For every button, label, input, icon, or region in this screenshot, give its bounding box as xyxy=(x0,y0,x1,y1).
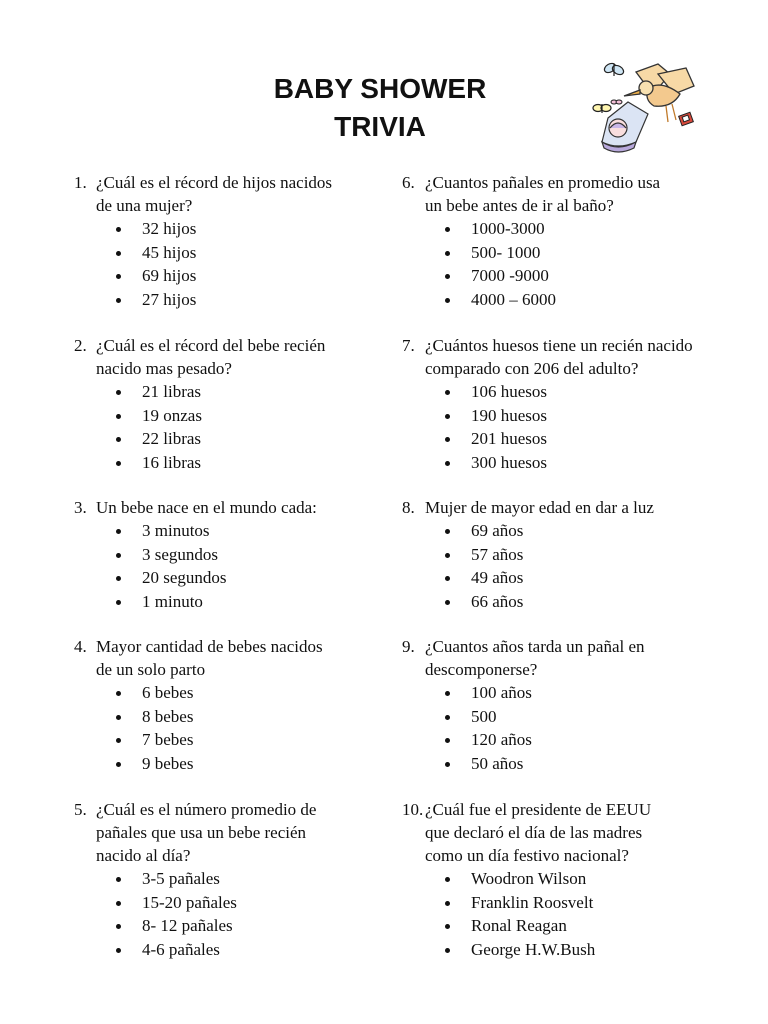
answer-option: 500- 1000 xyxy=(441,241,722,265)
question-3 xyxy=(74,496,394,614)
question-header xyxy=(74,334,394,380)
answer-option: 16 libras xyxy=(112,451,394,475)
question-header xyxy=(402,635,722,681)
answer-option: 7 bebes xyxy=(112,728,394,752)
question-5 xyxy=(74,798,394,962)
question-number: 9. xyxy=(402,637,415,656)
answer-option: 3-5 pañales xyxy=(112,867,394,891)
question-header xyxy=(402,798,722,867)
answer-option: 1 minuto xyxy=(112,590,394,614)
answer-option: Franklin Roosvelt xyxy=(441,891,722,915)
question-header xyxy=(74,798,394,867)
answer-option: 66 años xyxy=(441,590,722,614)
question-9 xyxy=(402,635,722,776)
answer-option: 6 bebes xyxy=(112,681,394,705)
answer-option: 100 años xyxy=(441,681,722,705)
answer-option: 3 segundos xyxy=(112,543,394,567)
answer-option: 8 bebes xyxy=(112,705,394,729)
question-number: 10. xyxy=(402,800,424,819)
answer-option: 20 segundos xyxy=(112,566,394,590)
question-8 xyxy=(402,496,722,614)
answer-option: 3 minutos xyxy=(112,519,394,543)
question-number: 4. xyxy=(74,637,87,656)
question-number: 6. xyxy=(402,173,415,192)
answer-options xyxy=(112,380,394,475)
answer-option: 190 huesos xyxy=(441,404,722,428)
question-text: Un bebe nace en el mundo cada: xyxy=(96,498,317,517)
answer-option: 69 años xyxy=(441,519,722,543)
question-number: 3. xyxy=(74,498,87,517)
answer-options xyxy=(441,681,722,776)
question-header xyxy=(74,496,394,519)
answer-option: 106 huesos xyxy=(441,380,722,404)
answer-options xyxy=(112,867,394,962)
baby-clipart-icon xyxy=(588,58,710,154)
question-text: ¿Cuantos pañales en promedio usa un bebe antes de ir al baño? xyxy=(425,173,661,215)
question-text: ¿Cuántos huesos tiene un recién nacido comparado con 206 del adulto? xyxy=(425,336,693,378)
title-line-2: TRIVIA xyxy=(334,111,426,142)
answer-option: 50 años xyxy=(441,752,722,776)
answer-option: 1000-3000 xyxy=(441,217,722,241)
answer-option: 21 libras xyxy=(112,380,394,404)
question-4 xyxy=(74,635,394,776)
question-10 xyxy=(402,798,722,962)
answer-option: 69 hijos xyxy=(112,264,394,288)
answer-option: 19 onzas xyxy=(112,404,394,428)
question-number: 7. xyxy=(402,336,415,355)
question-7 xyxy=(402,334,722,475)
question-header xyxy=(402,171,722,217)
question-text: ¿Cuantos años tarda un pañal en descomponerse? xyxy=(425,637,645,679)
answer-option: 7000 -9000 xyxy=(441,264,722,288)
answer-option: 45 hijos xyxy=(112,241,394,265)
question-header xyxy=(74,171,394,217)
answer-option: 201 huesos xyxy=(441,427,722,451)
answer-option: 57 años xyxy=(441,543,722,567)
answer-options xyxy=(112,217,394,312)
question-number: 1. xyxy=(74,173,87,192)
answer-options xyxy=(112,519,394,614)
question-number: 5. xyxy=(74,800,87,819)
question-text: ¿Cuál fue el presidente de EEUU que declaró el día de las madres como un día festivo nacional? xyxy=(425,800,652,865)
answer-option: 27 hijos xyxy=(112,288,394,312)
question-number: 8. xyxy=(402,498,415,517)
answer-option: 32 hijos xyxy=(112,217,394,241)
answer-options xyxy=(441,380,722,475)
answer-option: Ronal Reagan xyxy=(441,914,722,938)
answer-option: 500 xyxy=(441,705,722,729)
question-2 xyxy=(74,334,394,475)
answer-options xyxy=(441,519,722,614)
answer-option: 9 bebes xyxy=(112,752,394,776)
answer-option: 120 años xyxy=(441,728,722,752)
answer-option: 4000 – 6000 xyxy=(441,288,722,312)
question-1 xyxy=(74,171,394,312)
answer-option: 22 libras xyxy=(112,427,394,451)
question-text: ¿Cuál es el récord de hijos nacidos de una mujer? xyxy=(96,173,333,215)
question-text: ¿Cuál es el número promedio de pañales que usa un bebe recién nacido al día? xyxy=(96,800,317,865)
question-text: ¿Cuál es el récord del bebe recién nacido mas pesado? xyxy=(96,336,326,378)
title-line-1: BABY SHOWER xyxy=(273,73,487,104)
question-text: Mayor cantidad de bebes nacidos de un solo parto xyxy=(96,637,323,679)
answer-option: 49 años xyxy=(441,566,722,590)
question-header xyxy=(74,635,394,681)
question-number: 2. xyxy=(74,336,87,355)
answer-option: 4-6 pañales xyxy=(112,938,394,962)
answer-option: 8- 12 pañales xyxy=(112,914,394,938)
answer-option: George H.W.Bush xyxy=(441,938,722,962)
answer-options xyxy=(441,217,722,312)
answer-option: Woodron Wilson xyxy=(441,867,722,891)
question-text: Mujer de mayor edad en dar a luz xyxy=(425,498,654,517)
question-header xyxy=(402,496,722,519)
question-header xyxy=(402,334,722,380)
answer-options xyxy=(112,681,394,776)
question-6 xyxy=(402,171,722,312)
answer-options xyxy=(441,867,722,962)
answer-option: 15-20 pañales xyxy=(112,891,394,915)
answer-option: 300 huesos xyxy=(441,451,722,475)
